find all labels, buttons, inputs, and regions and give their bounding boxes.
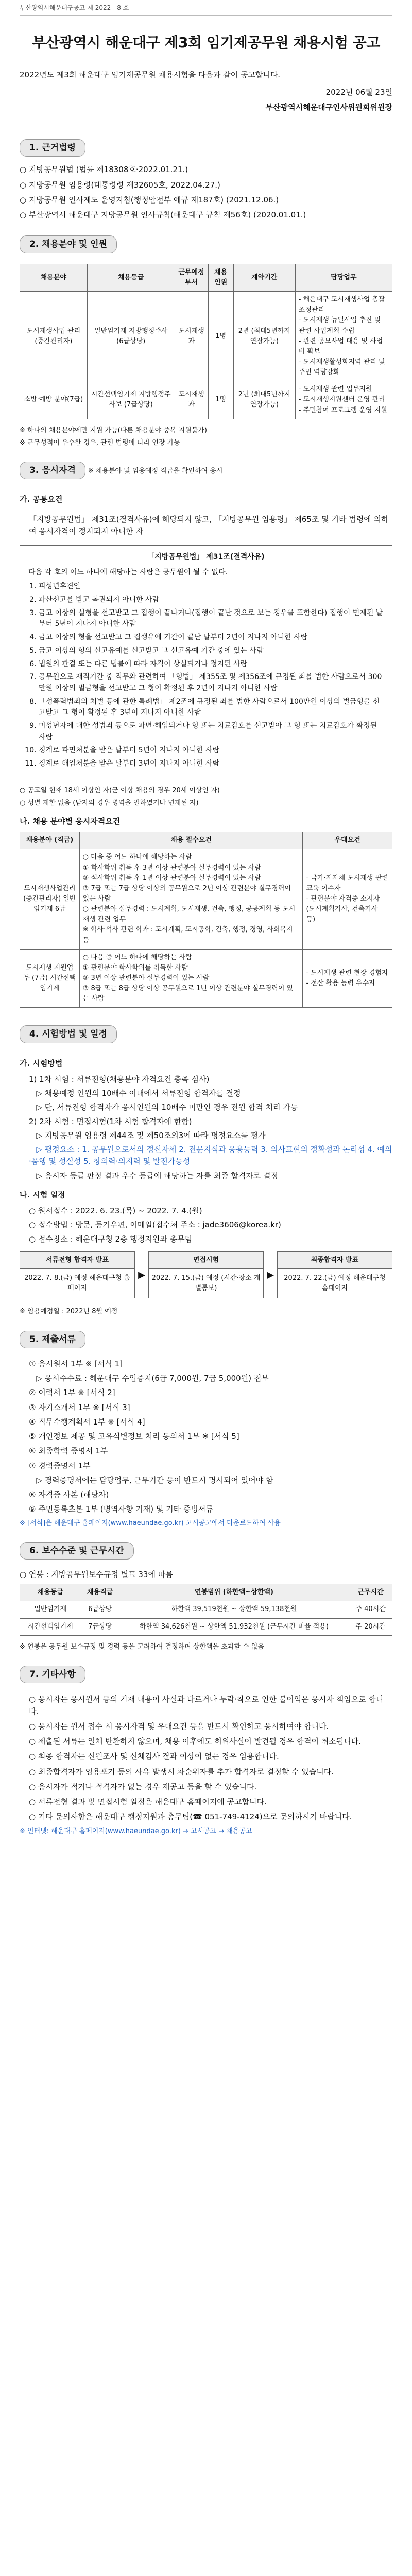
exam-steps xyxy=(20,1074,392,1182)
col-header: 채용 필수요건 xyxy=(79,832,303,849)
cell: 6급상당 xyxy=(81,1601,119,1618)
schedule-item: ○ 접수방법 : 방문, 등기우편, 이메일(접수처 주소 : jade3606@korea.kr) xyxy=(29,1220,281,1230)
header-strip xyxy=(20,0,392,16)
timeline-step-body: 2022. 7. 8.(금) 예정 해운대구청 홈페이지 xyxy=(24,1274,130,1293)
cell: ○ 다음 중 어느 하나에 해당하는 사람 ① 관련분야 학사학위를 취득한 사람 ② 3년 이상 관련분야 실무경력이 있는 사람 ③ 8급 또는 8급 상당 이상 공무원으로 1년 이상 관련분야 실무경력이 있는 사람 xyxy=(79,949,303,1008)
timeline-step xyxy=(20,1251,135,1298)
page-bottom-space xyxy=(20,1839,392,1859)
col-header: 계약기간 xyxy=(233,264,295,291)
cell: 1명 xyxy=(208,292,233,381)
cell: 도시재생 지원업무 (7급) 시간선택임기제 xyxy=(20,949,80,1008)
cell: 도시재생사업 관리(중간관리자) xyxy=(20,292,88,381)
exam-step: ▷ 응시자 등급 판정 결과 우수 등급에 해당하는 자를 최종 합격자로 결정 xyxy=(29,1171,279,1180)
box-title: 「지방공무원법」 제31조(결격사유) xyxy=(147,553,265,562)
legal-basis-list xyxy=(20,164,392,221)
misc-item: ○ 응시자가 적거나 적격자가 없는 경우 재공고 등을 할 수 있습니다. xyxy=(29,1782,257,1791)
misc-item: ○ 응시자는 응시원서 등의 기재 내용이 사실과 다르거나 누락·착오로 인한 불이익은 응시자 책임으로 합니다. xyxy=(29,1694,384,1716)
misc-list xyxy=(20,1693,392,1823)
exam-step: ▷ 단, 서류전형 합격자가 응시인원의 10배수 미만인 경우 전원 합격 처리 가능 xyxy=(29,1103,298,1112)
list-item: 10. 징계로 파면처분을 받은 날부터 5년이 지나지 아니한 사람 xyxy=(39,745,384,756)
col-header: 근무시간 xyxy=(349,1584,392,1601)
intro-text: 2022년도 제3회 해운대구 임기제공무원 채용시험을 다음과 같이 공고합니다. xyxy=(20,70,281,80)
cell: 7급상당 xyxy=(81,1618,119,1635)
col-header: 채용분야 (직급) xyxy=(20,832,80,849)
list-item: 7. 공무원으로 재직기간 중 직무와 관련하여 「형법」 제355조 및 제356조에 규정된 죄를 범한 사람으로서 300만원 이상의 벌금형을 선고받고 그 형이 확정된 후 2년이 지나지 아니한 사람 xyxy=(39,672,384,694)
document-item: ⑤ 개인정보 제공 및 고유식별정보 처리 동의서 1부 ※ [서식 5] xyxy=(29,1432,239,1442)
table-header-row xyxy=(20,1584,392,1601)
section-head-legal-basis: 1. 근거법령 xyxy=(20,139,85,157)
cell: ○ 다음 중 어느 하나에 해당하는 사람 ① 학사학위 취득 후 3년 이상 관련분야 실무경력이 있는 사람 ② 석사학위 취득 후 1년 이상 관련분야 실무경력이 있는 사람 ③ 7급 또는 7급 상당 이상의 공무원으로 2년 이상 관련분야 실무경력이 있는 사람 ○ 관련분야 실무경력 : 도시계획, 도시재생, 건축, 행정, 공공계획 등 도시재생 관련 업무 ※ 학사·석사 관련 학과 : 도시계획, 도시공학, 건축, 행정, 경영, 사회복지 등 xyxy=(79,849,303,949)
common-req-title: 가. 공통요건 xyxy=(20,495,63,504)
list-item: ○ 부산광역시 해운대구 지방공무원 인사규칙(해운대구 규칙 제56호) (2020.01.01.) xyxy=(20,210,306,220)
cell: - 도시재생 관련 업무지원 - 도시재생지원센터 운영 관리 - 주민참여 프로그램 운영 지원 xyxy=(295,381,392,419)
col-header: 우대요건 xyxy=(303,832,392,849)
section-subnote: ※ 채용분야 및 임용예정 직급을 확인하여 응시 xyxy=(88,467,223,475)
list-item: 11. 징계로 해임처분을 받은 날부터 3년이 지나지 아니한 사람 xyxy=(39,758,384,770)
table-row xyxy=(20,949,392,1008)
list-item: 6. 법원의 판결 또는 다른 법률에 따라 자격이 상실되거나 정지된 사람 xyxy=(39,659,384,670)
cell: 시간선택임기제 지방행정주사보 (7급상당) xyxy=(87,381,175,419)
timeline-step xyxy=(277,1251,392,1298)
cell: 도시재생과 xyxy=(175,292,208,381)
exam-step: 1) 1차 시험 : 서류전형(채용분야 자격요건 충족 심사) xyxy=(29,1074,210,1084)
list-item: 8. 「성폭력범죄의 처벌 등에 관한 특례법」 제2조에 규정된 죄를 범한 사람으로서 100만원 이상의 벌금형을 선고받고 그 형이 확정된 후 3년이 지나지 아니한 사람 xyxy=(39,697,384,719)
requirements-table xyxy=(20,832,392,1008)
timeline-step xyxy=(148,1251,264,1298)
schedule-timeline xyxy=(20,1251,392,1298)
section-head-salary: 6. 보수수준 및 근무시간 xyxy=(20,1542,134,1560)
salary-table xyxy=(20,1584,392,1635)
col-header: 연봉범위 (하한액~상한액) xyxy=(119,1584,349,1601)
cell: 도시재생과 xyxy=(175,381,208,419)
cell: 2년 (최대5년까지 연장가능) xyxy=(233,292,295,381)
section-head-positions: 2. 채용분야 및 인원 xyxy=(20,235,117,253)
table-row xyxy=(20,849,392,949)
list-item: 3. 금고 이상의 실형을 선고받고 그 집행이 끝나거나(집행이 끝난 것으로 보는 경우를 포함한다) 집행이 면제된 날부터 5년이 지나지 아니한 사람 xyxy=(39,608,384,630)
misc-item: ○ 기타 문의사항은 해운대구 행정지원과 총무팀(☎ 051-749-4124)으로 문의하시기 바랍니다. xyxy=(29,1812,352,1822)
homepage-link[interactable]: ※ 인터넷: 해운대구 홈페이지(www.haeundae.go.kr) → 고시공고 → 채용공고 xyxy=(20,1827,252,1835)
document-item: ⑦ 경력증명서 1부 xyxy=(29,1461,91,1470)
document-item: ▷ 응시수수료 : 해운대구 수입증지(6급 7,000원, 7급 5,000원) 첩부 xyxy=(29,1374,269,1383)
note: ※ 근무성적이 우수한 경우, 관련 법령에 따라 연장 가능 xyxy=(20,438,180,447)
document-item: ④ 직무수행계획서 1부 ※ [서식 4] xyxy=(29,1417,145,1427)
document-item: ⑨ 주민등록초본 1부 (병역사항 기재) 및 기타 증빙서류 xyxy=(29,1504,213,1514)
note: ※ 하나의 채용분야에만 지원 가능(다른 채용분야 중복 지원불가) xyxy=(20,426,207,434)
disqualification-box xyxy=(20,545,392,778)
cell: 시간선택임기제 xyxy=(20,1618,81,1635)
document-item: ⑧ 자격증 사본 (해당자) xyxy=(29,1490,109,1500)
misc-item: ○ 서류전형 결과 및 면접시험 일정은 해운대구 홈페이지에 공고합니다. xyxy=(29,1797,267,1806)
schedule-item: ○ 접수장소 : 해운대구청 2층 행정지원과 총무팀 xyxy=(29,1234,193,1244)
exam-schedule-title: 나. 시험 일정 xyxy=(20,1190,65,1199)
col-header: 채용분야 xyxy=(20,264,88,291)
cell: 주 40시간 xyxy=(349,1601,392,1618)
col-header: 담당업무 xyxy=(295,264,392,291)
appointment-note: ※ 임용예정일 : 2022년 8월 예정 xyxy=(20,1308,118,1316)
cell: 1명 xyxy=(208,381,233,419)
exam-schedule xyxy=(20,1205,392,1245)
section-head-eligibility: 3. 응시자격 xyxy=(20,462,85,479)
exam-step: ▷ 채용예정 인원의 10배수 이내에서 서류전형 합격자를 결정 xyxy=(29,1089,241,1098)
schedule-item: ○ 원서접수 : 2022. 6. 23.(목) ~ 2022. 7. 4.(월) xyxy=(29,1206,202,1216)
list-item: ○ 지방공무원 임용령(대통령령 제32605호, 2022.04.27.) xyxy=(20,180,220,190)
cell: 2년 (최대5년까지 연장가능) xyxy=(233,381,295,419)
misc-item: ○ 최종 합격자는 신원조사 및 신체검사 결과 이상이 없는 경우 임용합니다. xyxy=(29,1752,279,1761)
field-req-title: 나. 채용 분야별 응시자격요건 xyxy=(20,817,121,826)
disqualification-list xyxy=(28,581,384,769)
timeline-step-title: 서류전형 합격자 발표 xyxy=(20,1252,134,1269)
arrow-right-icon: ▶ xyxy=(267,1269,274,1280)
salary-lead: ○ 연봉 : 지방공무원보수규정 별표 33에 따름 xyxy=(20,1570,173,1580)
exam-method-title: 가. 시험방법 xyxy=(20,1058,63,1068)
list-item: ○ 지방공무원법 (법률 제18308호·2022.01.21.) xyxy=(20,165,188,175)
table-header-row xyxy=(20,832,392,849)
list-item: 9. 미성년자에 대한 성범죄 등으로 파면·해임되거나 형 또는 치료감호를 선고받아 그 형 또는 치료감호가 확정된 사람 xyxy=(39,721,384,743)
list-item: 2. 파산선고를 받고 복권되지 아니한 사람 xyxy=(39,595,384,606)
list-item: 5. 금고 이상의 형의 선고유예를 선고받고 그 선고유예 기간 중에 있는 사람 xyxy=(39,646,384,657)
cell: 소방·예방 분야(7급) xyxy=(20,381,88,419)
misc-item: ○ 최종합격자가 임용포기 등의 사유 발생시 차순위자를 추가 합격자로 결정할 수 있습니다. xyxy=(29,1767,334,1776)
positions-table xyxy=(20,264,392,419)
forms-download-link[interactable]: ※ [서식]은 해운대구 홈페이지(www.haeundae.go.kr) 고시공고에서 다운로드하여 사용 xyxy=(20,1519,281,1527)
table-row xyxy=(20,1618,392,1635)
cell: - 도시재생 관련 현장 경험자 - 전산 활용 능력 우수자 xyxy=(303,949,392,1008)
cell: 하한액 34,626천원 ~ 상한액 51,932천원 (근무시간 비율 적용) xyxy=(119,1618,349,1635)
table-row xyxy=(20,1601,392,1618)
arrow-right-icon: ▶ xyxy=(138,1269,145,1280)
timeline-step-body: 2022. 7. 22.(금) 예정 해운대구청 홈페이지 xyxy=(284,1274,386,1293)
col-header: 채용인원 xyxy=(208,264,233,291)
documents-list xyxy=(20,1358,392,1516)
salary-note: ※ 연봉은 공무원 보수규정 및 경력 등을 고려하여 결정하며 상한액을 초과할 수 없음 xyxy=(20,1642,264,1651)
cell: 일반임기제 xyxy=(20,1601,81,1618)
timeline-step-title: 최종합격자 발표 xyxy=(278,1252,392,1269)
page-title: 부산광역시 해운대구 제3회 임기제공무원 채용시험 공고 xyxy=(32,34,380,51)
col-header: 채용직급 xyxy=(81,1584,119,1601)
cell: - 해운대구 도시재생사업 총괄조정관리 - 도시재생 뉴딜사업 추진 및 관련 사업계획 수립 - 관련 공모사업 대응 및 사업비 확보 - 도시재생활성화지역 관리 및 주민 역량강화 xyxy=(295,292,392,381)
list-item: 1. 피성년후견인 xyxy=(39,581,384,592)
document-item: ⑥ 최종학력 증명서 1부 xyxy=(29,1446,108,1456)
cell: 도시재생사업관리 (중간관리자) 일반임기제 6급 xyxy=(20,849,80,949)
section-head-misc: 7. 기타사항 xyxy=(20,1666,85,1683)
common-req-text: 「지방공무원법」 제31조(결격사유)에 해당되지 않고, 「지방공무원 임용령」 제65조 및 기타 법령에 의하여 응시자격이 정지되지 아니한 자 xyxy=(29,514,389,536)
cell: 하한액 39,519천원 ~ 상한액 59,138천원 xyxy=(119,1601,349,1618)
exam-step: ▷ 평정요소 : 1. 공무원으로서의 정신자세 2. 전문지식과 응용능력 3. 의사표현의 정확성과 논리성 4. 예의·품행 및 성실성 5. 창의력·의지력 및 발전가능성 xyxy=(29,1145,392,1166)
list-item: ○ 지방공무원 인사제도 운영지침(행정안전부 예규 제187호) (2021.12.06.) xyxy=(20,195,279,205)
gender-note: ○ 성별 제한 없음 (남자의 경우 병역을 필하였거나 면제된 자) xyxy=(20,799,199,807)
section-head-exam: 4. 시험방법 및 일정 xyxy=(20,1025,117,1043)
misc-item: ○ 제출된 서류는 일체 반환하지 않으며, 채용 이후에도 허위사실이 발견될 경우 합격이 취소됩니다. xyxy=(29,1737,361,1746)
section-head-documents: 5. 제출서류 xyxy=(20,1331,85,1348)
document-item: ② 이력서 1부 ※ [서식 2] xyxy=(29,1388,115,1398)
exam-step: 2) 2차 시험 : 면접시험(1차 시험 합격자에 한함) xyxy=(29,1116,192,1126)
timeline-step-title: 면접시험 xyxy=(149,1252,263,1269)
box-lead: 다음 각 호의 어느 하나에 해당하는 사람은 공무원이 될 수 없다. xyxy=(28,568,228,577)
table-row xyxy=(20,381,392,419)
age-note: ○ 공고일 현재 18세 이상인 자(군 이상 채용의 경우 20세 이상인 자) xyxy=(20,786,220,794)
table-header-row xyxy=(20,264,392,291)
timeline-step-body: 2022. 7. 15.(금) 예정 (시간·장소 개별통보) xyxy=(151,1274,261,1293)
document-item: ▷ 경력증명서에는 담당업무, 근무기간 등이 반드시 명시되어 있어야 함 xyxy=(29,1475,273,1485)
col-header: 근무예정부서 xyxy=(175,264,208,291)
notice-date: 2022년 06월 23일 xyxy=(325,87,392,97)
cell: 일반임기제 지방행정주사 (6급상당) xyxy=(87,292,175,381)
exam-step: ▷ 지방공무원 임용령 제44조 및 제50조의3에 따라 평정요소를 평가 xyxy=(29,1130,266,1140)
issuing-org: 부산광역시해운대구인사위원회위원장 xyxy=(265,102,392,112)
notice-number: 부산광역시해운대구공고 제 2022 - 8 호 xyxy=(20,4,129,11)
document-item: ① 응시원서 1부 ※ [서식 1] xyxy=(29,1359,123,1368)
cell: - 국가·지자체 도시재생 관련 교육 이수자 - 관련분야 자격증 소지자 (도시계획기사, 건축기사 등) xyxy=(303,849,392,949)
document-item: ③ 자기소개서 1부 ※ [서식 3] xyxy=(29,1402,130,1412)
misc-item: ○ 응시자는 원서 접수 시 응시자격 및 우대요건 등을 반드시 확인하고 응시하여야 합니다. xyxy=(29,1721,329,1731)
cell: 주 20시간 xyxy=(349,1618,392,1635)
table-row xyxy=(20,292,392,381)
col-header: 채용등급 xyxy=(20,1584,81,1601)
list-item: 4. 금고 이상의 형을 선고받고 그 집행유예 기간이 끝난 날부터 2년이 지나지 아니한 사람 xyxy=(39,632,384,643)
col-header: 채용등급 xyxy=(87,264,175,291)
